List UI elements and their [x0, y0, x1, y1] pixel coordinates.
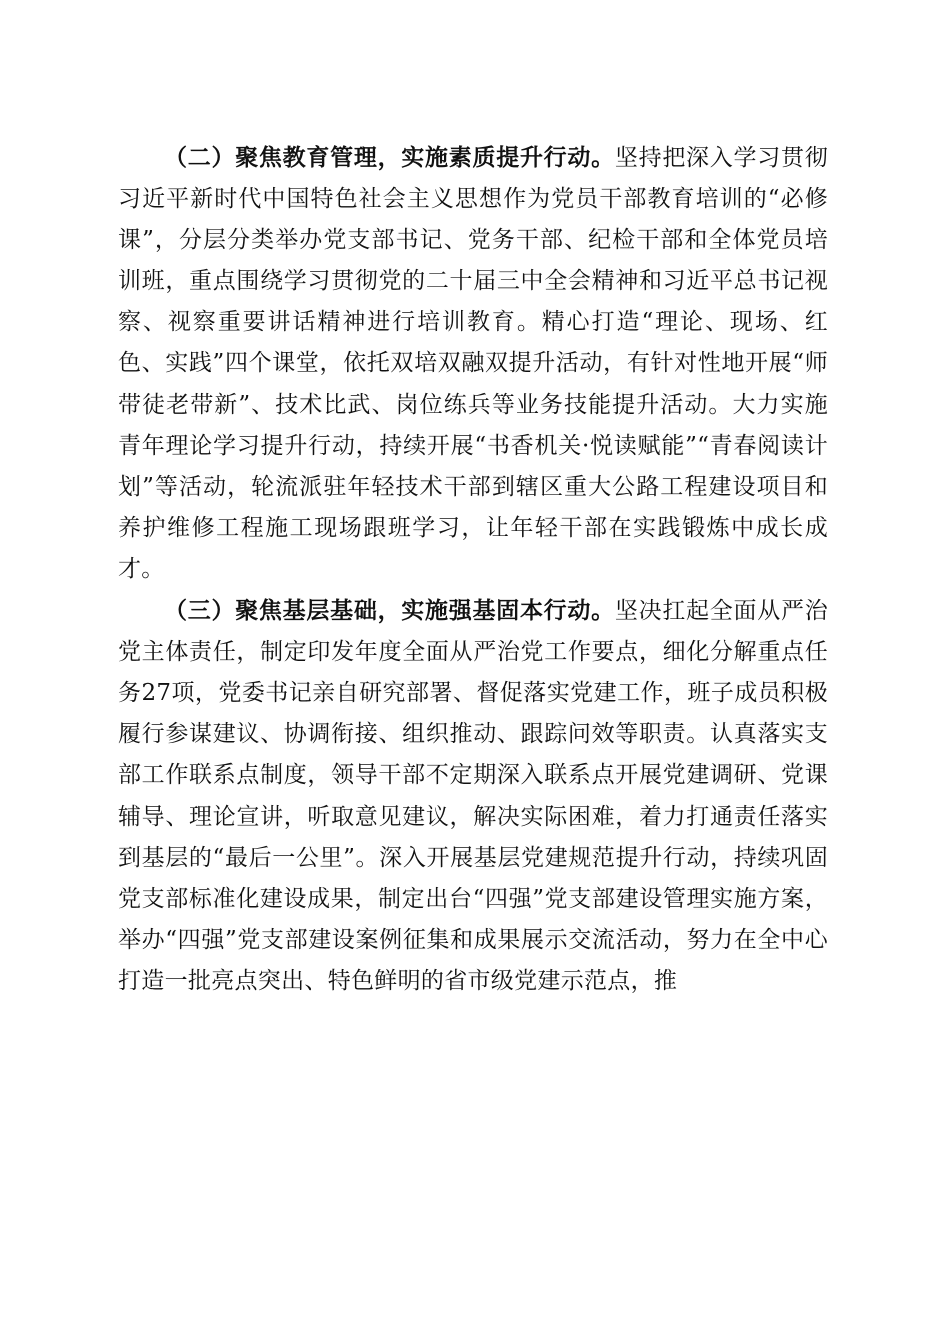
section-heading-3: （三）聚焦基层基础，实施强基固本行动。	[164, 597, 615, 625]
paragraph-body-2: 坚持把深入学习贯彻习近平新时代中国特色社会主义思想作为党员干部教育培训的“必修课”，分层分类举办党支部书记、党务干部、纪检干部和全体党员培训班，重点围绕学习贯彻党的二十届三中全会精神和习近平总书记视察、视察重要讲话精神进行培训教育。精心打造“理论、现场、红色、实践”四个课堂，依托双培双融双提升活动，有针对性地开展“师带徒老带新”、技术比武、岗位练兵等业务技能提升活动。大力实施青年理论学习提升行动，持续开展“书香机关·悦读赋能”“青春阅读计划”等活动，轮流派驻年轻技术干部到辖区重大公路工程建设项目和养护维修工程施工现场跟班学习，让年轻干部在实践锻炼中成长成才。	[118, 145, 828, 582]
paragraph-body-3: 坚决扛起全面从严治党主体责任，制定印发年度全面从严治党工作要点，细化分解重点任务27项，党委书记亲自研究部署、督促落实党建工作，班子成员积极履行参谋建议、协调衔接、组织推动、跟踪问效等职责。认真落实支部工作联系点制度，领导干部不定期深入联系点开展党建调研、党课辅导、理论宣讲，听取意见建议，解决实际困难，着力打通责任落实到基层的“最后一公里”。深入开展基层党建规范提升行动，持续巩固党支部标准化建设成果，制定出台“四强”党支部建设管理实施方案，举办“四强”党支部建设案例征集和成果展示交流活动，努力在全中心打造一批亮点突出、特色鲜明的省市级党建示范点，推	[118, 598, 828, 994]
paragraph-education-management	[118, 137, 828, 590]
section-heading-2: （二）聚焦教育管理，实施素质提升行动。	[164, 144, 615, 171]
paragraph-grassroots-foundation	[118, 590, 828, 1002]
document-body	[118, 137, 828, 1002]
